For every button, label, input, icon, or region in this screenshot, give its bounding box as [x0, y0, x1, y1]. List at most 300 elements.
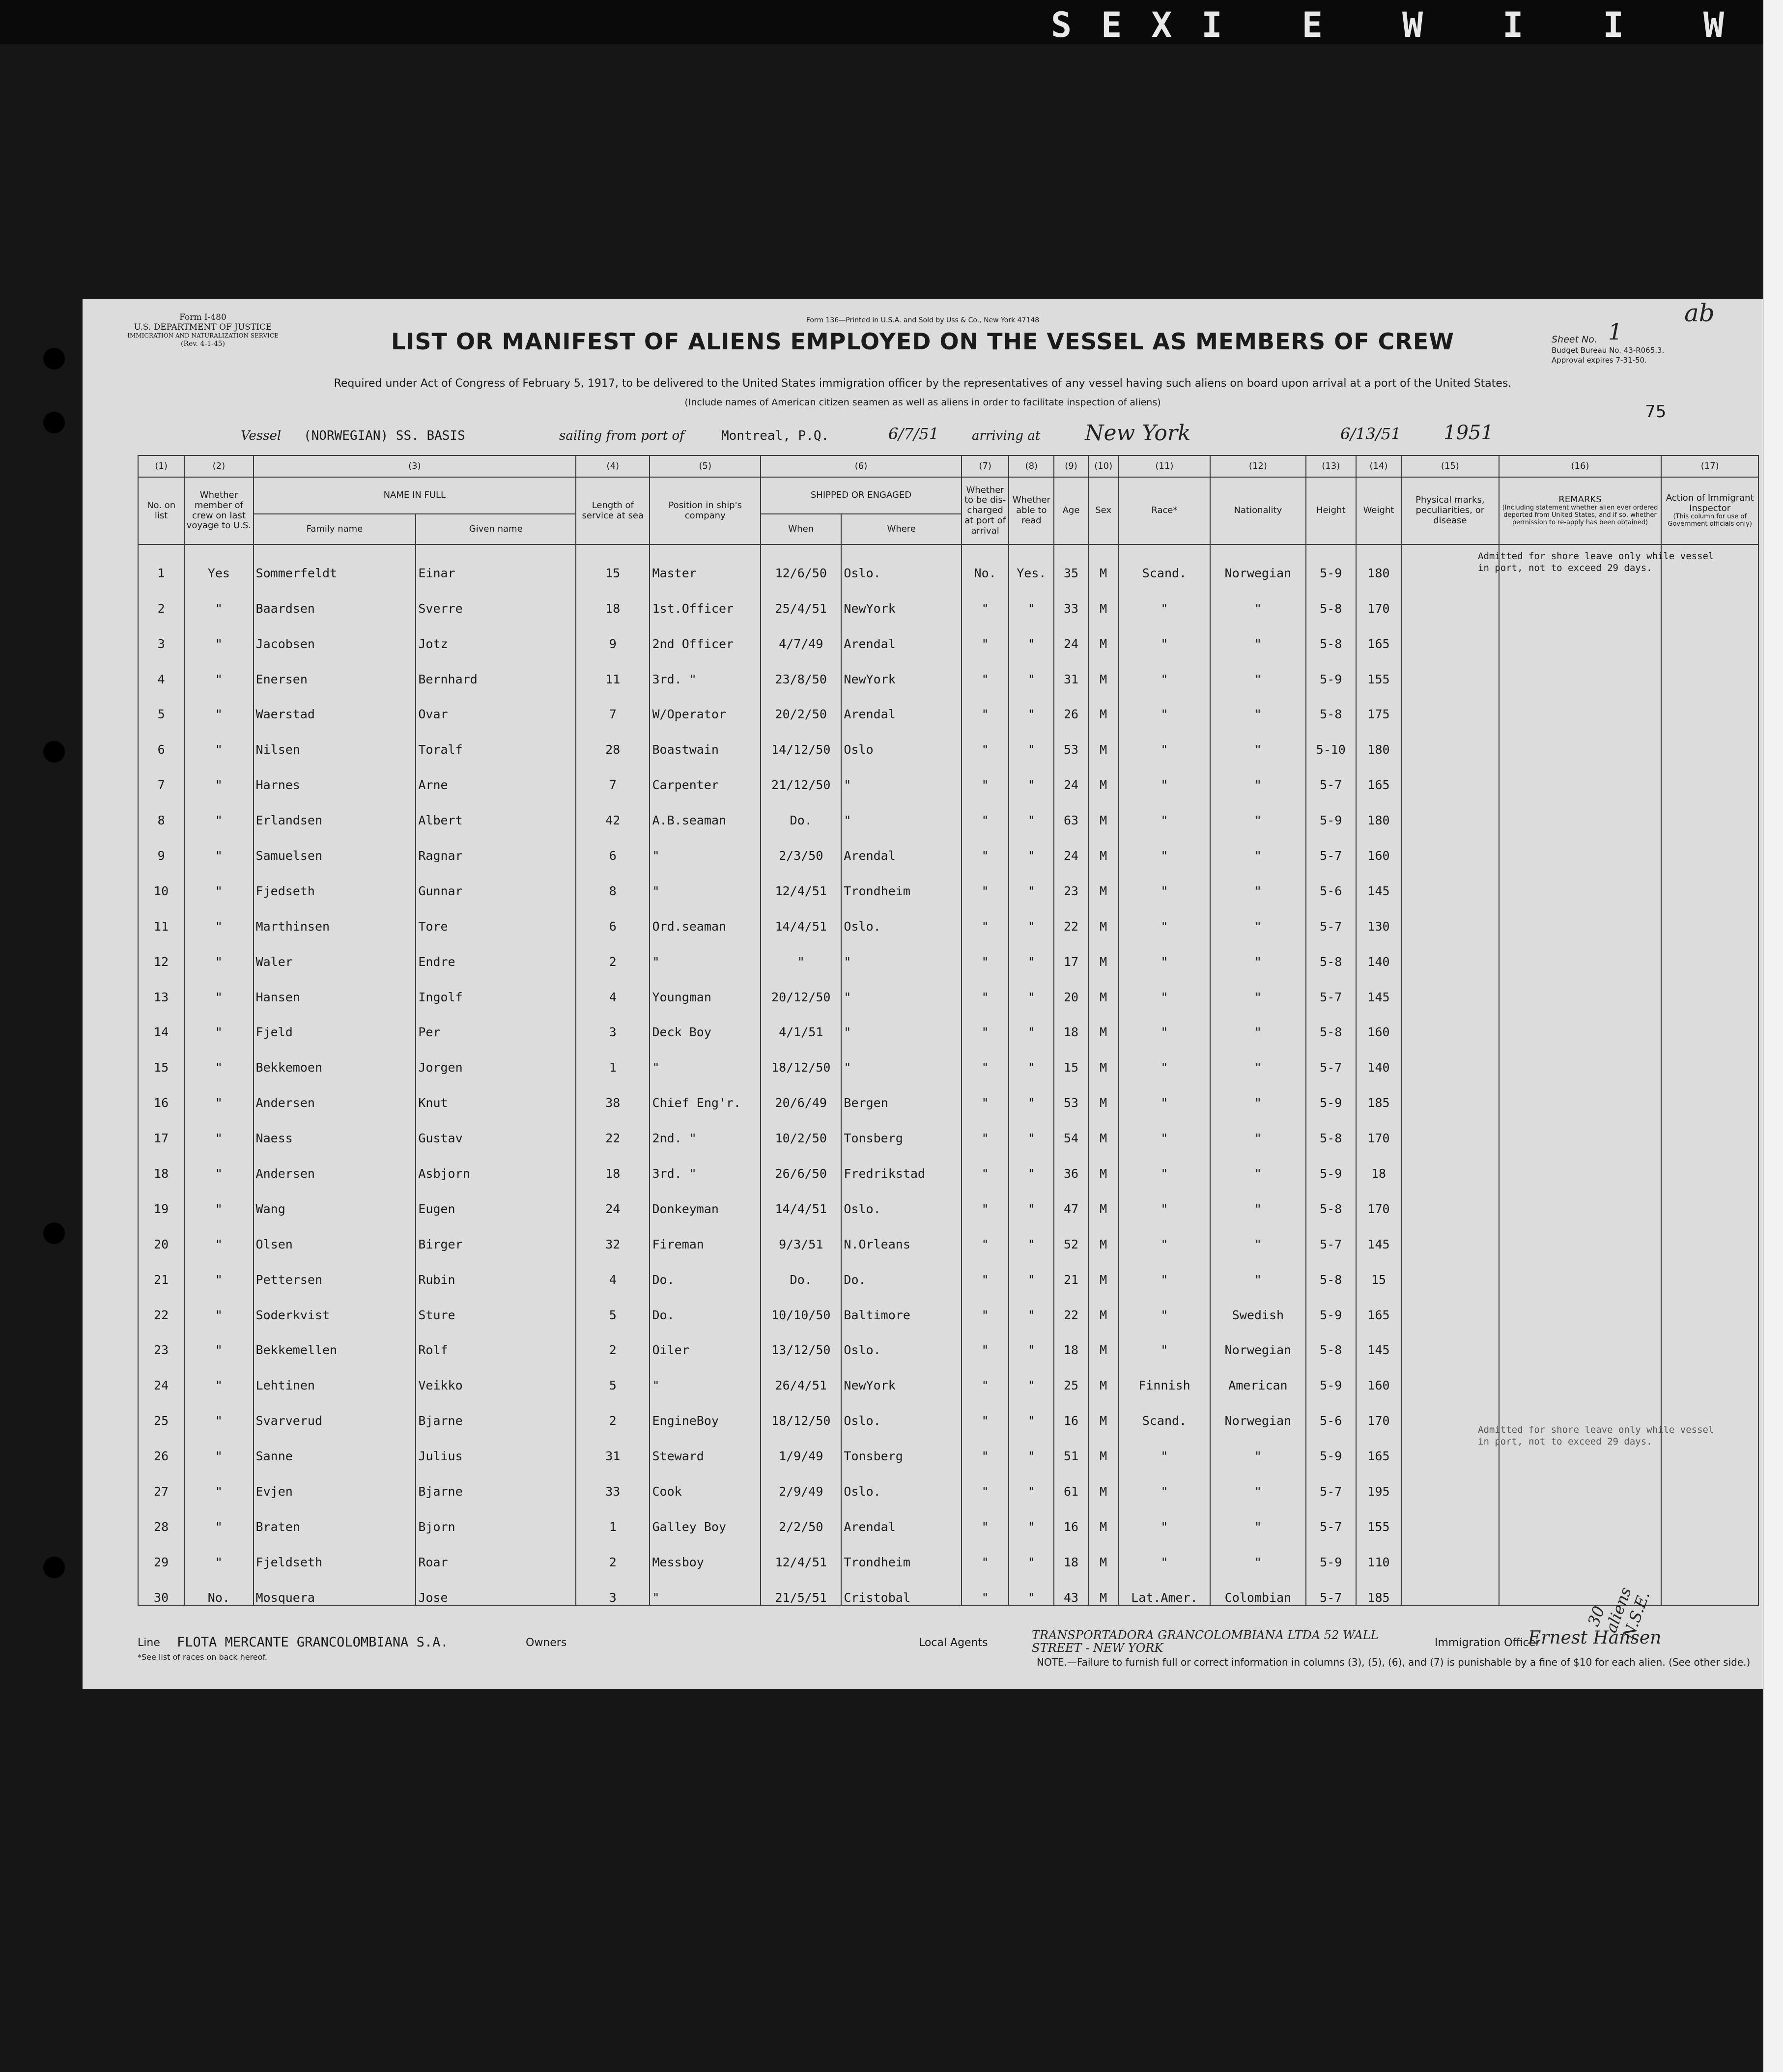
cell-length-of-service: 18: [576, 580, 650, 616]
cell-given-name: Asbjorn: [416, 1145, 576, 1181]
cell-length-of-service: 2: [576, 1534, 650, 1569]
arriving-label: arriving at: [972, 428, 1041, 443]
cell-sex: M: [1088, 1216, 1119, 1251]
cell-sex: M: [1088, 792, 1119, 827]
cell-shipped-where: NewYork: [841, 651, 962, 686]
cell-able-to-read: ": [1009, 934, 1054, 969]
cell-given-name: Tore: [416, 898, 576, 934]
cell-list-number: 9: [138, 827, 184, 863]
cell-shipped-where: NewYork: [841, 580, 962, 616]
cell-age: 63: [1054, 792, 1088, 827]
cell-age: 36: [1054, 1145, 1088, 1181]
cell-sex: M: [1088, 1145, 1119, 1181]
col-num: (7): [962, 455, 1009, 477]
cell-length-of-service: 7: [576, 757, 650, 792]
line-label: Line: [138, 1637, 160, 1649]
cell-shipped-where: ": [841, 792, 962, 827]
cell-family-name: Soderkvist: [254, 1287, 416, 1322]
cell-family-name: Sanne: [254, 1428, 416, 1463]
cell-physical-marks: [1401, 792, 1499, 827]
cell-remarks: [1499, 721, 1662, 757]
cell-to-be-discharged: ": [962, 616, 1009, 651]
cell-member-last-voyage: ": [184, 863, 253, 898]
cell-member-last-voyage: ": [184, 1181, 253, 1216]
cell-height: 5-7: [1306, 757, 1356, 792]
cell-nationality: ": [1210, 1463, 1305, 1499]
cell-height: 5-7: [1306, 969, 1356, 1004]
crew-row: [138, 1463, 1758, 1499]
cell-able-to-read: ": [1009, 898, 1054, 934]
header-action-title: Action of Immigrant Inspector: [1666, 492, 1754, 513]
cell-height: 5-8: [1306, 686, 1356, 722]
cell-height: 5-7: [1306, 1039, 1356, 1075]
cell-position: Oiler: [650, 1322, 761, 1358]
cell-weight: 195: [1356, 1463, 1401, 1499]
cell-physical-marks: [1401, 721, 1499, 757]
header-remarks-title: REMARKS: [1558, 494, 1602, 505]
cell-nationality: ": [1210, 1039, 1305, 1075]
cell-age: 53: [1054, 1075, 1088, 1110]
cell-member-last-voyage: ": [184, 651, 253, 686]
cell-age: 52: [1054, 1216, 1088, 1251]
cell-given-name: Veikko: [416, 1357, 576, 1392]
cell-member-last-voyage: ": [184, 969, 253, 1004]
cell-sex: M: [1088, 1322, 1119, 1358]
cell-list-number: 7: [138, 757, 184, 792]
cell-age: 35: [1054, 544, 1088, 580]
cell-age: 33: [1054, 580, 1088, 616]
cell-to-be-discharged: ": [962, 1251, 1009, 1287]
cell-race: ": [1119, 721, 1210, 757]
crew-row: [138, 934, 1758, 969]
cell-given-name: Julius: [416, 1428, 576, 1463]
cell-nationality: ": [1210, 1110, 1305, 1145]
cell-list-number: 4: [138, 651, 184, 686]
cell-weight: 180: [1356, 544, 1401, 580]
cell-physical-marks: [1401, 827, 1499, 863]
manifest-sheet: [83, 299, 1763, 1689]
crew-row: [138, 863, 1758, 898]
cell-position: Steward: [650, 1428, 761, 1463]
cell-length-of-service: 5: [576, 1357, 650, 1392]
cell-race: ": [1119, 686, 1210, 722]
cell-list-number: 11: [138, 898, 184, 934]
cell-length-of-service: 6: [576, 827, 650, 863]
col-num: (16): [1499, 455, 1662, 477]
cell-shipped-where: NewYork: [841, 1357, 962, 1392]
cell-age: 51: [1054, 1428, 1088, 1463]
cell-nationality: ": [1210, 721, 1305, 757]
cell-nationality: Norwegian: [1210, 1322, 1305, 1358]
cell-length-of-service: 8: [576, 863, 650, 898]
cell-physical-marks: [1401, 1287, 1499, 1322]
cell-list-number: 23: [138, 1322, 184, 1358]
cell-nationality: ": [1210, 1534, 1305, 1569]
cell-height: 5-9: [1306, 1534, 1356, 1569]
col-num: (8): [1009, 455, 1054, 477]
cell-family-name: Baardsen: [254, 580, 416, 616]
cell-shipped-when: 1/9/49: [761, 1428, 841, 1463]
cell-sex: M: [1088, 1075, 1119, 1110]
cell-shipped-when: 21/5/51: [761, 1569, 841, 1605]
cell-length-of-service: 38: [576, 1075, 650, 1110]
cell-given-name: Per: [416, 1004, 576, 1040]
cell-age: 53: [1054, 721, 1088, 757]
header-read: Whether able to read: [1009, 477, 1054, 544]
form-number: Form I-480: [179, 312, 226, 322]
cell-given-name: Endre: [416, 934, 576, 969]
cell-family-name: Nilsen: [254, 721, 416, 757]
cell-to-be-discharged: ": [962, 1039, 1009, 1075]
col-num: (15): [1401, 455, 1499, 477]
cell-shipped-when: 20/6/49: [761, 1075, 841, 1110]
cell-inspector-action: [1661, 863, 1758, 898]
cell-given-name: Jose: [416, 1569, 576, 1605]
cell-height: 5-9: [1306, 1357, 1356, 1392]
cell-able-to-read: ": [1009, 1322, 1054, 1358]
cell-nationality: ": [1210, 863, 1305, 898]
cell-race: ": [1119, 969, 1210, 1004]
cell-shipped-when: 2/2/50: [761, 1499, 841, 1534]
punch-hole: [43, 412, 65, 433]
cell-race: ": [1119, 1039, 1210, 1075]
cell-list-number: 3: [138, 616, 184, 651]
cell-shipped-where: Oslo.: [841, 544, 962, 580]
cell-list-number: 24: [138, 1357, 184, 1392]
cell-to-be-discharged: ": [962, 898, 1009, 934]
cell-nationality: ": [1210, 792, 1305, 827]
col-num: (1): [138, 455, 184, 477]
cell-given-name: Ingolf: [416, 969, 576, 1004]
crew-row: [138, 1039, 1758, 1075]
cell-race: ": [1119, 827, 1210, 863]
cell-family-name: Jacobsen: [254, 616, 416, 651]
cell-physical-marks: [1401, 616, 1499, 651]
cell-height: 5-9: [1306, 1428, 1356, 1463]
cell-list-number: 20: [138, 1216, 184, 1251]
cell-inspector-action: [1661, 686, 1758, 722]
cell-inspector-action: [1661, 1534, 1758, 1569]
cell-to-be-discharged: ": [962, 1181, 1009, 1216]
cell-age: 54: [1054, 1110, 1088, 1145]
crew-row: [138, 686, 1758, 722]
cell-nationality: ": [1210, 1145, 1305, 1181]
cell-to-be-discharged: ": [962, 1004, 1009, 1040]
cell-member-last-voyage: ": [184, 616, 253, 651]
punch-hole: [43, 1222, 65, 1244]
cell-shipped-when: 26/6/50: [761, 1145, 841, 1181]
sailing-port: Montreal, P.Q.: [721, 428, 829, 443]
cell-weight: 155: [1356, 651, 1401, 686]
cell-shipped-where: ": [841, 934, 962, 969]
cell-remarks: [1499, 651, 1662, 686]
cell-sex: M: [1088, 1569, 1119, 1605]
cell-remarks: [1499, 686, 1662, 722]
cell-family-name: Bekkemellen: [254, 1322, 416, 1358]
cell-family-name: Olsen: [254, 1216, 416, 1251]
cell-remarks: [1499, 580, 1662, 616]
cell-to-be-discharged: ": [962, 969, 1009, 1004]
cell-nationality: ": [1210, 1004, 1305, 1040]
cell-nationality: ": [1210, 1428, 1305, 1463]
cell-sex: M: [1088, 827, 1119, 863]
cell-member-last-voyage: ": [184, 1075, 253, 1110]
cell-family-name: Lehtinen: [254, 1357, 416, 1392]
cell-remarks: [1499, 1287, 1662, 1322]
cell-inspector-action: [1661, 757, 1758, 792]
cell-inspector-action: [1661, 1251, 1758, 1287]
cell-shipped-when: 12/6/50: [761, 544, 841, 580]
cell-to-be-discharged: ": [962, 651, 1009, 686]
cell-race: ": [1119, 1499, 1210, 1534]
cell-sex: M: [1088, 1534, 1119, 1569]
cell-member-last-voyage: ": [184, 1499, 253, 1534]
cell-able-to-read: ": [1009, 1534, 1054, 1569]
cell-able-to-read: ": [1009, 827, 1054, 863]
arrival-date: 6/13/51: [1340, 425, 1401, 443]
cell-inspector-action: [1661, 969, 1758, 1004]
cell-weight: 15: [1356, 1251, 1401, 1287]
crew-row: [138, 1004, 1758, 1040]
cell-weight: 175: [1356, 686, 1401, 722]
cell-member-last-voyage: ": [184, 1322, 253, 1358]
cell-sex: M: [1088, 1428, 1119, 1463]
cell-length-of-service: 31: [576, 1428, 650, 1463]
cell-age: 22: [1054, 1287, 1088, 1322]
cell-weight: 165: [1356, 1287, 1401, 1322]
cell-remarks: [1499, 1357, 1662, 1392]
cell-family-name: Sommerfeldt: [254, 544, 416, 580]
cell-to-be-discharged: ": [962, 1499, 1009, 1534]
cell-shipped-where: Arendal: [841, 1499, 962, 1534]
cell-given-name: Roar: [416, 1534, 576, 1569]
cell-age: 18: [1054, 1322, 1088, 1358]
cell-age: 16: [1054, 1392, 1088, 1428]
cell-inspector-action: [1661, 1499, 1758, 1534]
cell-shipped-when: 20/2/50: [761, 686, 841, 722]
cell-weight: 170: [1356, 580, 1401, 616]
cell-list-number: 13: [138, 969, 184, 1004]
cell-position: ": [650, 827, 761, 863]
cell-remarks: [1499, 1110, 1662, 1145]
crew-row: [138, 1357, 1758, 1392]
cell-nationality: ": [1210, 1499, 1305, 1534]
cell-to-be-discharged: ": [962, 1534, 1009, 1569]
cell-shipped-when: 4/1/51: [761, 1004, 841, 1040]
cell-shipped-when: 26/4/51: [761, 1357, 841, 1392]
cell-remarks: [1499, 1463, 1662, 1499]
cell-remarks: [1499, 1004, 1662, 1040]
cell-sex: M: [1088, 1039, 1119, 1075]
cell-to-be-discharged: ": [962, 934, 1009, 969]
cell-list-number: 30: [138, 1569, 184, 1605]
cell-physical-marks: [1401, 1534, 1499, 1569]
cell-given-name: Jorgen: [416, 1039, 576, 1075]
header-discharged: Whether to be dis-charged at port of arrival: [962, 477, 1009, 544]
cell-shipped-when: 9/3/51: [761, 1216, 841, 1251]
sailing-date: 6/7/51: [888, 425, 939, 443]
cell-physical-marks: [1401, 651, 1499, 686]
cell-remarks: [1499, 1499, 1662, 1534]
cell-family-name: Bekkemoen: [254, 1039, 416, 1075]
crew-row: [138, 616, 1758, 651]
cell-inspector-action: [1661, 1110, 1758, 1145]
cell-able-to-read: ": [1009, 686, 1054, 722]
cell-shipped-where: Cristobal: [841, 1569, 962, 1605]
cell-to-be-discharged: ": [962, 1428, 1009, 1463]
vessel-name: (NORWEGIAN) SS. BASIS: [304, 428, 465, 443]
cell-able-to-read: ": [1009, 1463, 1054, 1499]
cell-shipped-where: Tonsberg: [841, 1110, 962, 1145]
cell-member-last-voyage: ": [184, 1428, 253, 1463]
cell-sex: M: [1088, 721, 1119, 757]
cell-weight: 160: [1356, 827, 1401, 863]
cell-length-of-service: 24: [576, 1181, 650, 1216]
cell-race: ": [1119, 1216, 1210, 1251]
cell-height: 5-8: [1306, 1181, 1356, 1216]
cell-member-last-voyage: ": [184, 1004, 253, 1040]
cell-sex: M: [1088, 1251, 1119, 1287]
cell-to-be-discharged: No.: [962, 544, 1009, 580]
header-shipped: SHIPPED OR ENGAGED: [761, 477, 962, 514]
cell-able-to-read: ": [1009, 863, 1054, 898]
cell-physical-marks: [1401, 1181, 1499, 1216]
sailing-label: sailing from port of: [559, 428, 684, 443]
cell-shipped-where: Arendal: [841, 827, 962, 863]
cell-family-name: Samuelsen: [254, 827, 416, 863]
cell-nationality: ": [1210, 827, 1305, 863]
cell-list-number: 22: [138, 1287, 184, 1322]
cell-able-to-read: ": [1009, 721, 1054, 757]
cell-position: 3rd. ": [650, 1145, 761, 1181]
cell-position: ": [650, 1039, 761, 1075]
cell-able-to-read: ": [1009, 1004, 1054, 1040]
line-value: FLOTA MERCANTE GRANCOLOMBIANA S.A.: [177, 1635, 449, 1650]
cell-length-of-service: 32: [576, 1216, 650, 1251]
cell-height: 5-6: [1306, 1392, 1356, 1428]
arrival-port: New York: [1085, 421, 1191, 446]
cell-age: 26: [1054, 686, 1088, 722]
cell-weight: 170: [1356, 1181, 1401, 1216]
cell-position: Donkeyman: [650, 1181, 761, 1216]
crew-row: [138, 898, 1758, 934]
cell-shipped-where: Do.: [841, 1251, 962, 1287]
cell-position: Deck Boy: [650, 1004, 761, 1040]
printer-line: Form 136—Printed in U.S.A. and Sold by Uss & Co., New York 47148: [806, 316, 1040, 324]
cell-position: W/Operator: [650, 686, 761, 722]
cell-remarks: [1499, 934, 1662, 969]
cell-shipped-when: Do.: [761, 792, 841, 827]
crew-row: [138, 1392, 1758, 1428]
cell-remarks: [1499, 1216, 1662, 1251]
cell-member-last-voyage: ": [184, 1534, 253, 1569]
cell-race: Lat.Amer.: [1119, 1569, 1210, 1605]
page-title: LIST OR MANIFEST OF ALIENS EMPLOYED ON THE VESSEL AS MEMBERS OF CREW: [391, 328, 1454, 355]
cell-shipped-when: 14/12/50: [761, 721, 841, 757]
cell-weight: 160: [1356, 1357, 1401, 1392]
cell-sex: M: [1088, 1499, 1119, 1534]
cell-able-to-read: ": [1009, 1287, 1054, 1322]
cell-member-last-voyage: ": [184, 1216, 253, 1251]
cell-length-of-service: 4: [576, 969, 650, 1004]
cell-list-number: 1: [138, 544, 184, 580]
cell-height: 5-8: [1306, 1322, 1356, 1358]
cell-shipped-where: Trondheim: [841, 863, 962, 898]
cell-physical-marks: [1401, 1251, 1499, 1287]
cell-member-last-voyage: No.: [184, 1569, 253, 1605]
cell-race: ": [1119, 934, 1210, 969]
header-race: Race*: [1119, 477, 1210, 544]
cell-to-be-discharged: ": [962, 1216, 1009, 1251]
cell-position: ": [650, 934, 761, 969]
crew-row: [138, 969, 1758, 1004]
crew-row: [138, 1322, 1758, 1358]
cell-sex: M: [1088, 616, 1119, 651]
cell-member-last-voyage: ": [184, 580, 253, 616]
cell-shipped-when: 18/12/50: [761, 1392, 841, 1428]
cell-remarks: [1499, 1392, 1662, 1428]
col-num: (10): [1088, 455, 1119, 477]
crew-row: [138, 1534, 1758, 1569]
cell-family-name: Wang: [254, 1181, 416, 1216]
col-num: (17): [1661, 455, 1758, 477]
cell-height: 5-8: [1306, 1004, 1356, 1040]
cell-to-be-discharged: ": [962, 1569, 1009, 1605]
cell-weight: 165: [1356, 1428, 1401, 1463]
cell-list-number: 26: [138, 1428, 184, 1463]
cell-given-name: Rubin: [416, 1251, 576, 1287]
cell-race: ": [1119, 898, 1210, 934]
cell-family-name: Svarverud: [254, 1392, 416, 1428]
cell-age: 24: [1054, 827, 1088, 863]
cell-family-name: Erlandsen: [254, 792, 416, 827]
cell-shipped-where: Oslo.: [841, 1463, 962, 1499]
cell-race: ": [1119, 863, 1210, 898]
cell-height: 5-7: [1306, 1216, 1356, 1251]
cell-shipped-where: Arendal: [841, 686, 962, 722]
cell-nationality: ": [1210, 616, 1305, 651]
cell-race: ": [1119, 1251, 1210, 1287]
cell-member-last-voyage: ": [184, 1251, 253, 1287]
cell-able-to-read: ": [1009, 1181, 1054, 1216]
cell-nationality: ": [1210, 1251, 1305, 1287]
cell-nationality: Swedish: [1210, 1287, 1305, 1322]
cell-shipped-where: Oslo.: [841, 1181, 962, 1216]
cell-list-number: 19: [138, 1181, 184, 1216]
cell-family-name: Evjen: [254, 1463, 416, 1499]
cell-member-last-voyage: ": [184, 1039, 253, 1075]
cell-sex: M: [1088, 544, 1119, 580]
cell-shipped-when: 10/2/50: [761, 1110, 841, 1145]
cell-shipped-where: Oslo.: [841, 1322, 962, 1358]
cell-given-name: Ovar: [416, 686, 576, 722]
cell-family-name: Fjedseth: [254, 863, 416, 898]
cell-weight: 140: [1356, 1039, 1401, 1075]
header-nationality: Nationality: [1210, 477, 1305, 544]
cell-position: Fireman: [650, 1216, 761, 1251]
cell-shipped-where: ": [841, 757, 962, 792]
cell-inspector-action: [1661, 1287, 1758, 1322]
sheet-value: 1: [1608, 318, 1623, 345]
cell-shipped-where: N.Orleans: [841, 1216, 962, 1251]
remark-row-24: Admitted for shore leave only while vessel in port, not to exceed 29 days.: [1478, 1424, 1714, 1447]
header-family-name: Family name: [254, 514, 416, 544]
cell-shipped-when: 21/12/50: [761, 757, 841, 792]
cell-member-last-voyage: ": [184, 1357, 253, 1392]
form-revision: (Rev. 4-1-45): [181, 340, 225, 348]
cell-nationality: Colombian: [1210, 1569, 1305, 1605]
cell-remarks: [1499, 792, 1662, 827]
